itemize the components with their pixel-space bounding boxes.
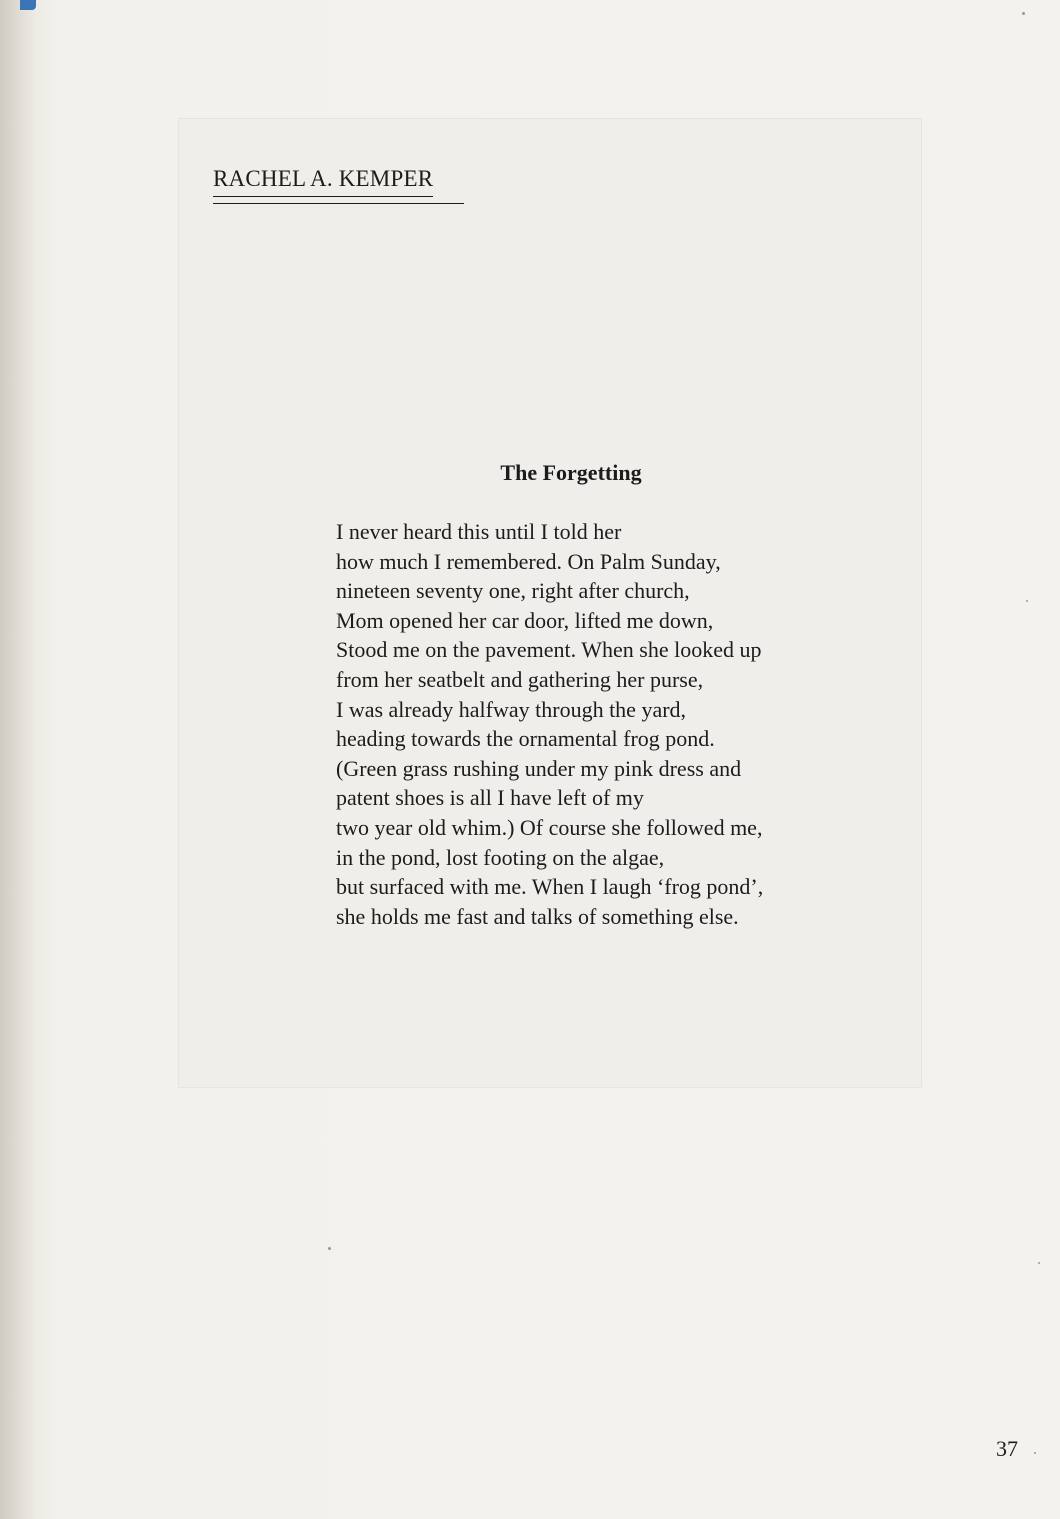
- page-number: 37: [996, 1436, 1018, 1461]
- binding-shadow: [0, 0, 36, 1519]
- poem-line: (Green grass rushing under my pink dress and: [336, 755, 742, 781]
- paper-speck: [1038, 1262, 1040, 1264]
- binding-accent: [20, 0, 36, 10]
- paper-speck: [1026, 600, 1028, 602]
- poem-line: she holds me fast and talks of something else.: [336, 903, 739, 929]
- poem-body: [336, 517, 763, 931]
- paper-speck: [1034, 1452, 1036, 1454]
- poem-line: Mom opened her car door, lifted me down,: [336, 607, 714, 633]
- poem-line: two year old whim.) Of course she followed me,: [336, 814, 763, 840]
- paper-speck: [1022, 12, 1025, 15]
- poem-title: The Forgetting: [500, 460, 642, 485]
- poem-line: but surfaced with me. When I laugh ‘frog pond’,: [336, 874, 764, 900]
- poem-line: heading towards the ornamental frog pond.: [336, 726, 715, 752]
- author-name: RACHEL A. KEMPER: [213, 164, 433, 197]
- poem-line: I never heard this until I told her: [336, 519, 622, 544]
- poem-line: in the pond, lost footing on the algae,: [336, 844, 665, 870]
- author-double-underline: [213, 203, 464, 204]
- poem-line: from her seatbelt and gathering her purse,: [336, 666, 704, 692]
- poem-line: patent shoes is all I have left of my: [336, 785, 644, 811]
- poem-line: I was already halfway through the yard,: [336, 696, 687, 722]
- poem-line: Stood me on the pavement. When she looked up: [336, 637, 762, 663]
- paper-speck: [328, 1247, 331, 1250]
- poem-line: nineteen seventy one, right after church,: [336, 578, 690, 604]
- poem-line: how much I remembered. On Palm Sunday,: [336, 548, 721, 574]
